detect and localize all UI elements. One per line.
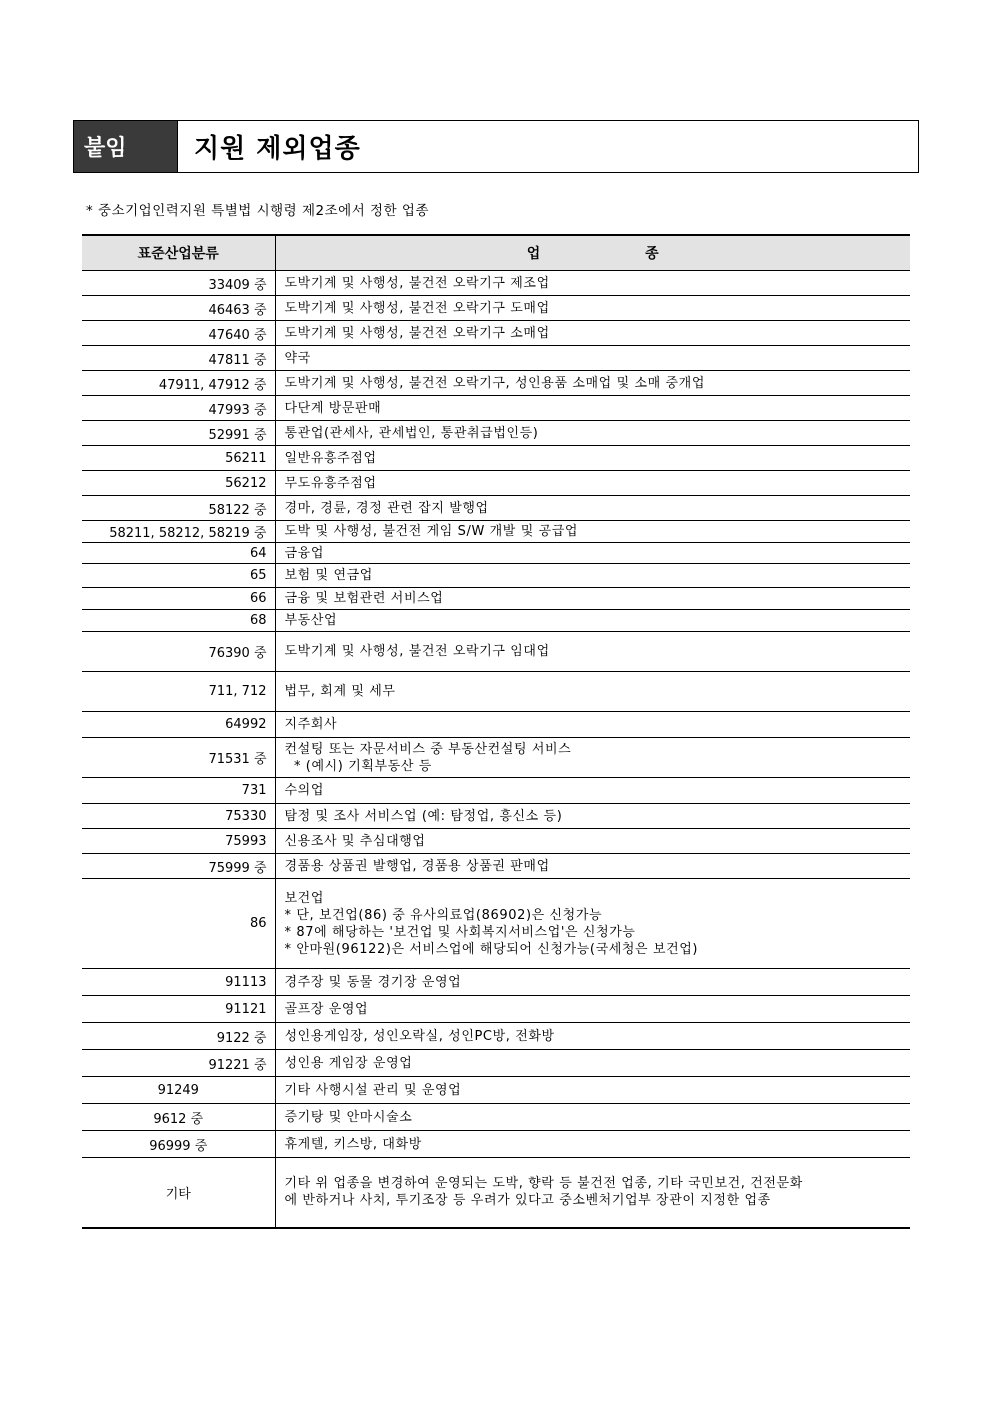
description-line: 신용조사 및 추심대행업 bbox=[284, 833, 426, 849]
description-line: 골프장 운영업 bbox=[284, 1001, 369, 1017]
table-row bbox=[82, 346, 910, 371]
table-row bbox=[82, 371, 910, 396]
description-line: 일반유흥주점업 bbox=[284, 450, 377, 466]
description-line: 기타 사행시설 관리 및 운영업 bbox=[284, 1082, 462, 1098]
industry-code: 64 bbox=[82, 543, 275, 564]
table-row bbox=[82, 271, 910, 296]
description-line: * (예시) 기획부동산 등 bbox=[284, 758, 432, 774]
industry-description bbox=[275, 1050, 910, 1077]
industry-code: 75999 중 bbox=[82, 854, 275, 879]
industry-code: 46463 중 bbox=[82, 296, 275, 321]
table-row bbox=[82, 854, 910, 879]
industry-code: 711, 712 bbox=[82, 672, 275, 712]
table-row bbox=[82, 421, 910, 446]
industry-description bbox=[275, 321, 910, 346]
description-line: 부동산업 bbox=[284, 613, 338, 628]
industry-code: 47993 중 bbox=[82, 396, 275, 421]
industry-description bbox=[275, 854, 910, 879]
industry-description bbox=[275, 712, 910, 738]
industry-description bbox=[275, 1131, 910, 1158]
table-row bbox=[82, 804, 910, 829]
industry-description bbox=[275, 588, 910, 610]
description-line: 보험 및 연금업 bbox=[284, 568, 373, 583]
table-row bbox=[82, 712, 910, 738]
table-row bbox=[82, 672, 910, 712]
description-line: 도박기계 및 사행성, 불건전 오락기구, 성인용품 소매업 및 소매 중개업 bbox=[284, 375, 705, 391]
industry-description bbox=[275, 421, 910, 446]
table-row bbox=[82, 564, 910, 588]
industry-code: 58122 중 bbox=[82, 496, 275, 521]
table-row bbox=[82, 1050, 910, 1077]
table-row bbox=[82, 1158, 910, 1228]
description-line: 성인용 게임장 운영업 bbox=[284, 1055, 413, 1071]
table-row bbox=[82, 632, 910, 672]
table-row bbox=[82, 396, 910, 421]
description-line: 기타 위 업종을 변경하여 운영되는 도박, 향락 등 불건전 업종, 기타 국민보건, 건전문화 bbox=[284, 1176, 803, 1192]
table-row bbox=[82, 969, 910, 996]
description-line: 금융업 bbox=[284, 545, 324, 561]
table-row bbox=[82, 1104, 910, 1131]
description-line: 도박기계 및 사행성, 불건전 오락기구 소매업 bbox=[284, 325, 550, 341]
table-row bbox=[82, 471, 910, 496]
industry-description bbox=[275, 1077, 910, 1104]
attachment-badge: 붙임 bbox=[74, 121, 178, 172]
table-row bbox=[82, 879, 910, 969]
description-line: 휴게텔, 키스방, 대화방 bbox=[284, 1136, 422, 1152]
industry-code: 91249 bbox=[82, 1077, 275, 1104]
industry-description bbox=[275, 543, 910, 564]
table-row bbox=[82, 543, 910, 564]
industry-description bbox=[275, 446, 910, 471]
description-line: 금융 및 보험관련 서비스업 bbox=[284, 591, 444, 606]
industry-code: 91221 중 bbox=[82, 1050, 275, 1077]
industry-description bbox=[275, 969, 910, 996]
exclusion-table bbox=[82, 234, 910, 1229]
title-box bbox=[73, 120, 919, 173]
industry-description bbox=[275, 371, 910, 396]
note-text: * 중소기업인력지원 특별법 시행령 제2조에서 정한 업종 bbox=[86, 203, 429, 219]
industry-description bbox=[275, 996, 910, 1023]
industry-code: 9612 중 bbox=[82, 1104, 275, 1131]
table-row bbox=[82, 521, 910, 543]
industry-code: 731 bbox=[82, 778, 275, 804]
industry-description bbox=[275, 1023, 910, 1050]
description-line: 보건업 bbox=[284, 890, 324, 906]
description-line: 경품용 상품권 발행업, 경품용 상품권 판매업 bbox=[284, 858, 550, 874]
table-row bbox=[82, 610, 910, 632]
description-line: * 안마원(96122)은 서비스업에 해당되어 신청가능(국세청은 보건업) bbox=[284, 941, 699, 957]
description-line: 증기탕 및 안마시술소 bbox=[284, 1109, 413, 1125]
description-line: 도박기계 및 사행성, 불건전 오락기구 제조업 bbox=[284, 275, 550, 291]
industry-description bbox=[275, 1104, 910, 1131]
industry-code: 75993 bbox=[82, 829, 275, 854]
description-line: 도박기계 및 사행성, 불건전 오락기구 임대업 bbox=[284, 644, 550, 659]
industry-code: 76390 중 bbox=[82, 632, 275, 672]
description-line: 법무, 회계 및 세무 bbox=[284, 684, 396, 699]
industry-code: 71531 중 bbox=[82, 738, 275, 778]
description-line: 탐정 및 조사 서비스업 (예: 탐정업, 흥신소 등) bbox=[284, 808, 563, 824]
industry-description bbox=[275, 396, 910, 421]
industry-code: 47911, 47912 중 bbox=[82, 371, 275, 396]
table-row bbox=[82, 496, 910, 521]
industry-description bbox=[275, 496, 910, 521]
description-line: * 87에 해당하는 '보건업 및 사회복지서비스업'은 신청가능 bbox=[284, 924, 636, 940]
industry-description bbox=[275, 564, 910, 588]
industry-description bbox=[275, 471, 910, 496]
column-header-classification: 표준산업분류 bbox=[82, 235, 275, 271]
industry-description bbox=[275, 829, 910, 854]
industry-description bbox=[275, 521, 910, 543]
table-row bbox=[82, 296, 910, 321]
industry-description bbox=[275, 804, 910, 829]
industry-description bbox=[275, 610, 910, 632]
table-row bbox=[82, 1077, 910, 1104]
industry-code: 56211 bbox=[82, 446, 275, 471]
description-line: 통관업(관세사, 관세법인, 통관취급법인등) bbox=[284, 425, 539, 441]
table-header-row bbox=[82, 235, 910, 271]
table-row bbox=[82, 588, 910, 610]
description-line: * 단, 보건업(86) 중 유사의료업(86902)은 신청가능 bbox=[284, 907, 603, 923]
description-line: 도박 및 사행성, 불건전 게임 S/W 개발 및 공급업 bbox=[284, 524, 579, 539]
industry-description bbox=[275, 296, 910, 321]
table-row bbox=[82, 446, 910, 471]
description-line: 성인용게임장, 성인오락실, 성인PC방, 전화방 bbox=[284, 1028, 555, 1044]
description-line: 수의업 bbox=[284, 783, 324, 798]
description-line: 경주장 및 동물 경기장 운영업 bbox=[284, 974, 462, 990]
industry-code: 86 bbox=[82, 879, 275, 969]
industry-code: 96999 중 bbox=[82, 1131, 275, 1158]
table-row bbox=[82, 778, 910, 804]
industry-code: 58211, 58212, 58219 중 bbox=[82, 521, 275, 543]
industry-description bbox=[275, 346, 910, 371]
industry-code: 75330 bbox=[82, 804, 275, 829]
table-row bbox=[82, 829, 910, 854]
industry-description bbox=[275, 738, 910, 778]
industry-description bbox=[275, 271, 910, 296]
industry-code: 47811 중 bbox=[82, 346, 275, 371]
industry-code: 64992 bbox=[82, 712, 275, 738]
table-row bbox=[82, 1023, 910, 1050]
description-line: 약국 bbox=[284, 350, 311, 366]
table-row bbox=[82, 321, 910, 346]
industry-code: 47640 중 bbox=[82, 321, 275, 346]
industry-code: 91121 bbox=[82, 996, 275, 1023]
description-line: 지주회사 bbox=[284, 717, 338, 732]
industry-code: 9122 중 bbox=[82, 1023, 275, 1050]
industry-code: 기타 bbox=[82, 1158, 275, 1228]
industry-description bbox=[275, 672, 910, 712]
industry-description bbox=[275, 1158, 910, 1228]
industry-code: 66 bbox=[82, 588, 275, 610]
description-line: 도박기계 및 사행성, 불건전 오락기구 도매업 bbox=[284, 300, 550, 316]
column-header-industry: 업 종 bbox=[275, 235, 910, 271]
table-row bbox=[82, 738, 910, 778]
description-line: 에 반하거나 사치, 투기조장 등 우려가 있다고 중소벤처기업부 장관이 지정한 업종 bbox=[284, 1193, 771, 1209]
industry-description bbox=[275, 879, 910, 969]
industry-description bbox=[275, 778, 910, 804]
industry-code: 52991 중 bbox=[82, 421, 275, 446]
table-row bbox=[82, 996, 910, 1023]
industry-code: 91113 bbox=[82, 969, 275, 996]
industry-description bbox=[275, 632, 910, 672]
page-title: 지원 제외업종 bbox=[194, 134, 361, 164]
description-line: 무도유흥주점업 bbox=[284, 475, 377, 491]
industry-code: 65 bbox=[82, 564, 275, 588]
industry-code: 33409 중 bbox=[82, 271, 275, 296]
description-line: 다단계 방문판매 bbox=[284, 400, 382, 416]
industry-code: 68 bbox=[82, 610, 275, 632]
description-line: 경마, 경륜, 경정 관련 잡지 발행업 bbox=[284, 500, 489, 516]
table-row bbox=[82, 1131, 910, 1158]
description-line: 컨설팅 또는 자문서비스 중 부동산컨설팅 서비스 bbox=[284, 741, 572, 757]
industry-code: 56212 bbox=[82, 471, 275, 496]
